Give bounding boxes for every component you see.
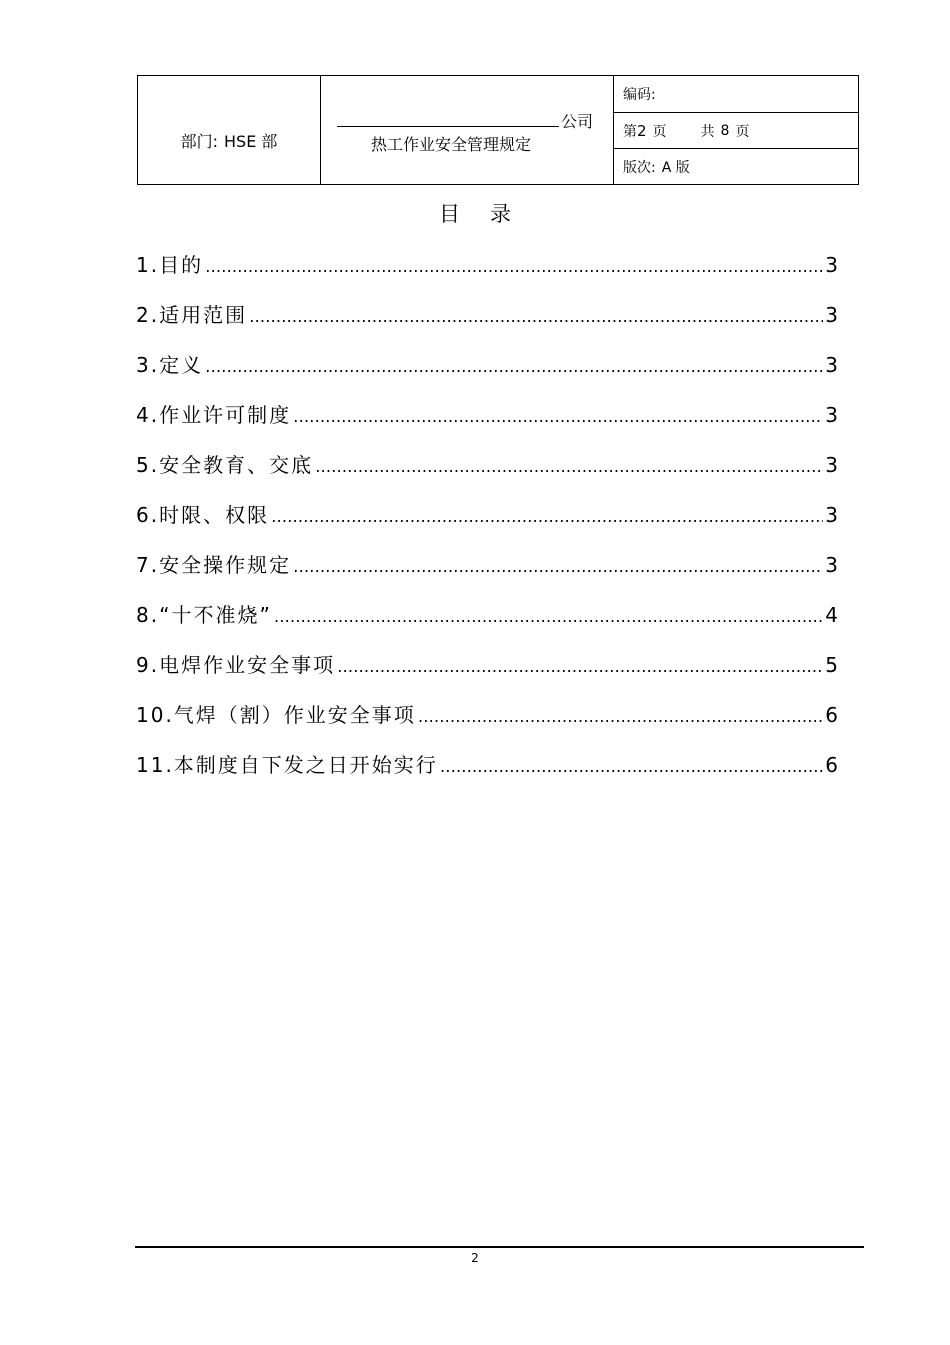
toc-item-label: 1.目的 [136, 253, 204, 277]
toc-item-page: 4 [825, 603, 838, 627]
total-unit: 页 [735, 123, 750, 140]
toc-item-page: 3 [825, 403, 838, 427]
toc-item-label: 2.适用范围 [136, 303, 248, 327]
toc-item-page: 3 [825, 253, 838, 277]
toc-item-page: 3 [825, 453, 838, 477]
toc-item[interactable] [136, 549, 838, 599]
toc-leader-dots [274, 607, 823, 626]
version-value: A 版 [661, 159, 690, 176]
toc-item-page: 6 [825, 703, 838, 727]
toc-item[interactable] [136, 249, 838, 299]
toc-item-page: 3 [825, 303, 838, 327]
footer-page-number: 2 [471, 1251, 479, 1265]
toc-leader-dots [271, 507, 823, 526]
toc-leader-dots [293, 407, 823, 426]
document-title: 热工作业安全管理规定 [371, 135, 532, 154]
version-label: 版次: [623, 159, 656, 176]
toc-item[interactable] [136, 499, 838, 549]
toc-heading: 目录 [439, 202, 541, 226]
toc-item-label: 5.安全教育、交底 [136, 453, 314, 477]
toc-item-page: 3 [825, 503, 838, 527]
toc-item[interactable] [136, 649, 838, 699]
toc-item-label: 4.作业许可制度 [136, 403, 292, 427]
toc-item-label: 3.定义 [136, 353, 204, 377]
company-suffix: 公司 [561, 112, 594, 131]
footer-divider [135, 1246, 864, 1248]
toc-leader-dots [249, 307, 823, 326]
document-header-table [137, 75, 859, 185]
toc-item-label: 9.电焊作业安全事项 [136, 653, 336, 677]
toc-leader-dots [205, 357, 823, 376]
code-row [614, 76, 858, 113]
meta-cell [614, 76, 858, 184]
version-row [614, 149, 858, 184]
toc-item[interactable] [136, 749, 838, 799]
page-current: 2 [637, 121, 647, 140]
code-label: 编码: [623, 87, 656, 103]
toc-item[interactable] [136, 399, 838, 449]
department-label: 部门: [180, 131, 218, 151]
toc-item-page: 3 [825, 353, 838, 377]
toc-item[interactable] [136, 599, 838, 649]
page-count-row [614, 113, 858, 149]
toc-item-label: 10.气焊（割）作业安全事项 [136, 703, 416, 727]
department-value: HSE 部 [224, 131, 278, 151]
table-of-contents [136, 249, 838, 799]
company-name-blank [337, 126, 559, 127]
toc-leader-dots [418, 707, 823, 726]
toc-item[interactable] [136, 299, 838, 349]
toc-leader-dots [315, 457, 823, 476]
toc-item-label: 7.安全操作规定 [136, 553, 292, 577]
department-cell [138, 76, 321, 184]
toc-leader-dots [205, 257, 823, 276]
title-cell [321, 76, 614, 184]
page-unit: 页 [652, 123, 667, 140]
toc-item-page: 5 [825, 653, 838, 677]
toc-item-label: 8.“十不准烧” [136, 603, 272, 627]
toc-leader-dots [293, 557, 823, 576]
page-prefix: 第 [623, 123, 637, 140]
toc-item-page: 3 [825, 553, 838, 577]
toc-item[interactable] [136, 349, 838, 399]
total-pages: 8 [720, 122, 730, 139]
toc-item-label: 6.时限、权限 [136, 503, 270, 527]
toc-item-page: 6 [825, 753, 838, 777]
toc-item[interactable] [136, 449, 838, 499]
toc-item-label: 11.本制度自下发之日开始实行 [136, 753, 438, 777]
toc-leader-dots [440, 757, 823, 776]
toc-leader-dots [337, 657, 823, 676]
total-prefix: 共 [700, 123, 715, 140]
toc-item[interactable] [136, 699, 838, 749]
